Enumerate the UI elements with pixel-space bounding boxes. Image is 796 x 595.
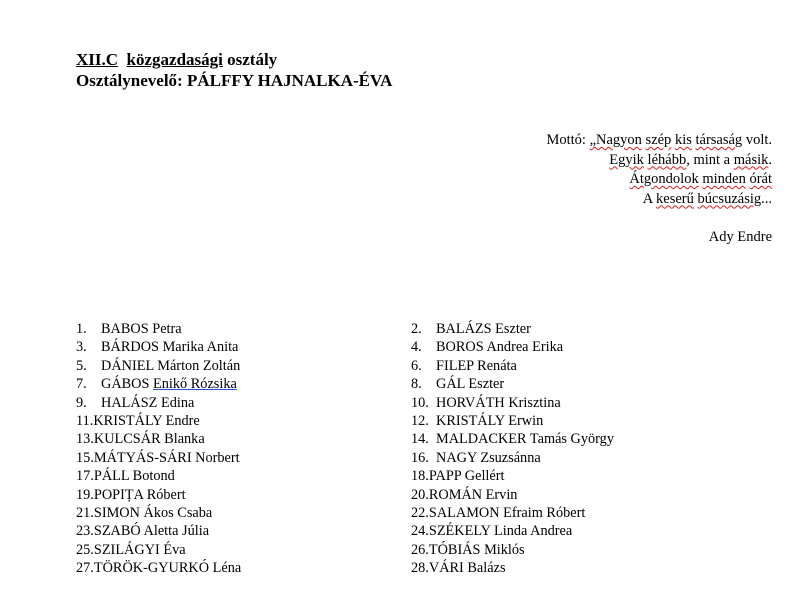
- student-number: 16.: [411, 449, 429, 466]
- motto-word: társaság: [695, 132, 743, 148]
- student-name: FILEP Renáta: [436, 357, 517, 374]
- motto-lines: [546, 131, 772, 209]
- student-name: SIMON Ákos Csaba: [93, 505, 213, 522]
- student-number: 27.: [76, 560, 94, 577]
- student-name: POPIȚA Róbert: [93, 486, 186, 503]
- student-name: BALÁZS Eszter: [436, 321, 531, 337]
- student-entry: [76, 541, 241, 559]
- student-entry: [76, 394, 241, 412]
- student-number: 5.: [76, 357, 87, 374]
- motto-word: búcsuzásig: [697, 190, 762, 207]
- student-name: GÁBOS: [101, 376, 154, 393]
- student-entry: [411, 504, 614, 522]
- motto-author: Ady Endre: [708, 229, 772, 245]
- student-number: 2.: [411, 321, 422, 337]
- student-name: GÁL Eszter: [436, 376, 505, 393]
- student-name: SZILÁGYI Éva: [93, 541, 186, 558]
- motto-line: [546, 151, 772, 171]
- student-list-right: [411, 320, 614, 578]
- motto-word: keserű: [656, 190, 694, 207]
- student-entry: [411, 430, 614, 448]
- class-title: [76, 49, 392, 70]
- student-entry: [76, 320, 241, 338]
- student-number: 15.: [76, 449, 94, 466]
- student-number: 9.: [76, 394, 87, 411]
- student-name: SZABÓ Aletta Júlia: [93, 523, 210, 540]
- motto-line: [546, 170, 772, 190]
- student-number: 10.: [411, 394, 429, 411]
- student-name: HORVÁTH Krisztina: [436, 394, 561, 411]
- student-name: BÁRDOS Marika Anita: [101, 339, 239, 356]
- student-entry: [76, 357, 241, 375]
- student-number: 20.: [411, 486, 429, 503]
- student-number: 22.: [411, 505, 429, 522]
- motto-line: [546, 131, 772, 151]
- teacher-label: Osztálynevelő:: [76, 71, 183, 90]
- class-field: közgazdasági: [126, 50, 223, 69]
- student-name: BOROS Andrea Erika: [436, 339, 564, 356]
- student-number: 4.: [411, 339, 422, 356]
- student-entry: [411, 412, 614, 430]
- student-number: 3.: [76, 339, 87, 356]
- motto-word: Egyik: [609, 151, 644, 168]
- student-entry: [76, 375, 241, 393]
- student-entry: [411, 541, 614, 559]
- motto-label: Mottó:: [546, 132, 590, 148]
- student-name: KULCSÁR Blanka: [93, 431, 205, 448]
- class-prefix: XII.C: [76, 50, 119, 69]
- motto-line: [546, 190, 772, 210]
- student-entry: [76, 412, 241, 430]
- student-list-left: [76, 320, 241, 578]
- student-entry: [411, 320, 614, 338]
- student-number: 17.: [76, 468, 94, 485]
- student-entry: [411, 357, 614, 375]
- student-entry: [411, 522, 614, 540]
- motto-word: A: [642, 190, 657, 207]
- class-suffix: osztály: [222, 50, 278, 69]
- student-number: 24.: [411, 523, 429, 540]
- student-entry: [411, 467, 614, 485]
- motto-word: „Nagyon: [589, 132, 642, 148]
- student-entry: [411, 486, 614, 504]
- motto-word: léhább: [647, 151, 687, 168]
- student-name: TÓBIÁS Miklós: [428, 541, 525, 558]
- student-entry: [411, 375, 614, 393]
- student-entry: [76, 504, 241, 522]
- student-name: SALAMON Efraim Róbert: [428, 505, 586, 522]
- student-name: KRISTÁLY Erwin: [436, 413, 544, 430]
- student-number: 7.: [76, 376, 87, 393]
- student-name: ROMÁN Ervin: [428, 486, 518, 503]
- student-number: 23.: [76, 523, 94, 540]
- student-entry: [411, 394, 614, 412]
- student-number: 13.: [76, 431, 94, 448]
- student-name-marked: Enikő Rózsika: [153, 376, 237, 393]
- student-number: 19.: [76, 486, 94, 503]
- motto-word: , mint a: [686, 151, 734, 168]
- student-entry: [76, 338, 241, 356]
- student-name: MÁTYÁS-SÁRI Norbert: [93, 449, 240, 466]
- student-entry: [411, 338, 614, 356]
- student-entry: [76, 559, 241, 577]
- motto-word: órát: [749, 171, 772, 187]
- student-number: 8.: [411, 376, 422, 393]
- student-number: 21.: [76, 505, 94, 522]
- motto-word: ...: [761, 190, 772, 207]
- student-name: KRISTÁLY Endre: [93, 413, 200, 430]
- motto-word: volt.: [742, 132, 772, 148]
- student-name: TÖRÖK-GYURKÓ Léna: [93, 560, 242, 577]
- student-number: 6.: [411, 357, 422, 374]
- motto-word: .: [768, 151, 772, 168]
- student-name: MALDACKER Tamás György: [436, 431, 614, 448]
- student-name: SZÉKELY Linda Andrea: [428, 523, 573, 540]
- motto-block: [546, 131, 772, 248]
- student-number: 1.: [76, 321, 87, 337]
- teacher-line: [76, 70, 392, 91]
- student-name: HALÁSZ Edina: [101, 394, 195, 411]
- student-entry: [411, 449, 614, 467]
- student-number: 28.: [411, 560, 429, 577]
- document-header: [76, 49, 392, 91]
- motto-word: minden: [702, 171, 746, 187]
- motto-word: Átgondolok: [629, 171, 699, 187]
- student-name: PÁLL Botond: [93, 468, 175, 485]
- student-entry: [76, 449, 241, 467]
- student-number: 14.: [411, 431, 429, 448]
- student-number: 25.: [76, 541, 94, 558]
- student-name: DÁNIEL Márton Zoltán: [101, 357, 241, 374]
- student-entry: [76, 467, 241, 485]
- student-name: NAGY Zsuzsánna: [436, 449, 541, 466]
- motto-word: szép: [645, 132, 672, 148]
- student-name: BABOS Petra: [101, 321, 182, 337]
- student-entry: [76, 486, 241, 504]
- motto-word: kis: [674, 132, 692, 148]
- student-number: 18.: [411, 468, 429, 485]
- student-entry: [411, 559, 614, 577]
- student-entry: [76, 522, 241, 540]
- student-number: 26.: [411, 541, 429, 558]
- teacher-name: PÁLFFY HAJNALKA-ÉVA: [186, 71, 393, 90]
- student-number: 11.: [76, 413, 94, 430]
- student-name: PAPP Gellért: [428, 468, 505, 485]
- student-number: 12.: [411, 413, 429, 430]
- student-entry: [76, 430, 241, 448]
- motto-word: másik: [733, 151, 769, 168]
- student-name: VÁRI Balázs: [428, 560, 506, 577]
